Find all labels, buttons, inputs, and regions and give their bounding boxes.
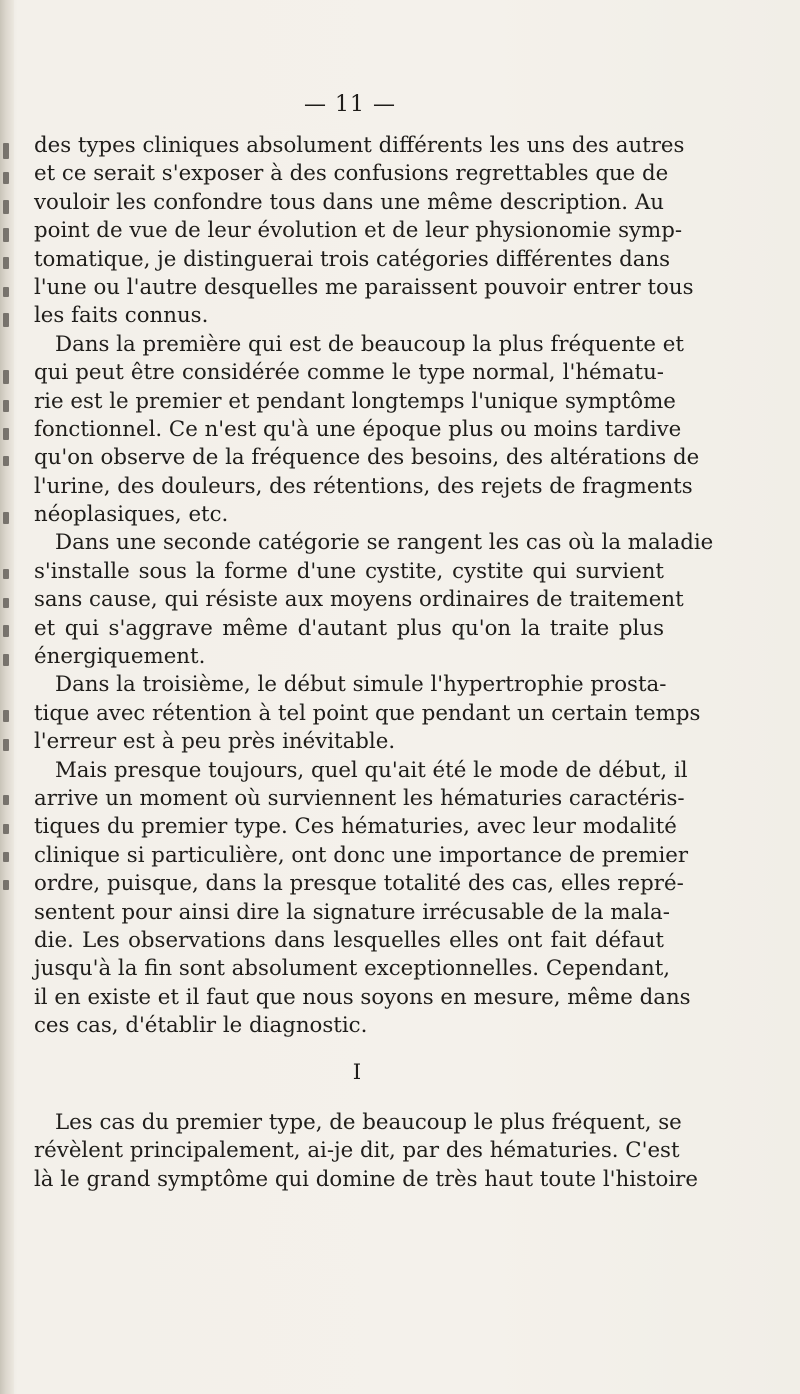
text-line: point de vue de leur évolution et de leur physionomie symp-	[34, 218, 683, 244]
text-line: l'urine, des douleurs, des rétentions, des rejets de fragments	[34, 473, 693, 499]
paragraph	[34, 132, 694, 331]
text-line: énergiquement.	[34, 644, 206, 670]
paragraph	[34, 1109, 698, 1194]
text-line: l'une ou l'autre desquelles me paraissent pouvoir entrer tous	[34, 274, 694, 300]
text-line: tomatique, je distinguerai trois catégories différentes dans	[34, 246, 671, 272]
gutter-ink-mark	[3, 880, 9, 890]
paragraph	[34, 331, 700, 530]
text-line: ces cas, d'établir le diagnostic.	[34, 1013, 368, 1039]
text-line: die. Les observations dans lesquelles elles ont fait défaut	[34, 927, 664, 953]
text-line: rie est le premier et pendant longtemps l'unique symptôme	[34, 388, 676, 414]
text-line: Les cas du premier type, de beaucoup le plus fréquent, se	[55, 1109, 682, 1135]
gutter-ink-mark	[3, 400, 9, 412]
text-line: sentent pour ainsi dire la signature irrécusable de la mala-	[34, 899, 670, 925]
text-line: Dans la première qui est de beaucoup la plus fréquente et	[55, 331, 684, 357]
text-line: là le grand symptôme qui domine de très haut toute l'histoire	[34, 1166, 698, 1192]
text-line: qui peut être considérée comme le type normal, l'hématu-	[34, 360, 664, 386]
text-line: qu'on observe de la fréquence des besoins, des altérations de	[34, 445, 700, 471]
gutter-ink-mark	[3, 172, 9, 184]
text-line: tiques du premier type. Ces hématuries, avec leur modalité	[34, 814, 677, 840]
gutter-ink-mark	[3, 228, 9, 242]
gutter-ink-mark	[3, 370, 9, 384]
gutter-ink-mark	[3, 569, 9, 579]
gutter-ink-mark	[3, 200, 9, 214]
gutter-ink-mark	[3, 456, 9, 466]
text-line: fonctionnel. Ce n'est qu'à une époque plus ou moins tardive	[34, 416, 682, 442]
page-number: — 11 —	[304, 92, 396, 117]
gutter-ink-mark	[3, 824, 9, 834]
gutter-ink-mark	[3, 598, 9, 608]
text-line: sans cause, qui résiste aux moyens ordinaires de traitement	[34, 587, 684, 613]
text-line: s'installe sous la forme d'une cystite, cystite qui survient	[34, 558, 664, 584]
gutter-ink-mark	[3, 512, 9, 524]
text-line: révèlent principalement, ai-je dit, par des hématuries. C'est	[34, 1138, 680, 1164]
gutter-ink-mark	[3, 313, 9, 327]
text-line: il en existe et il faut que nous soyons en mesure, même dans	[34, 984, 691, 1010]
text-line: jusqu'à la fin sont absolument exceptionnelles. Cependant,	[34, 956, 671, 982]
text-line: Dans la troisième, le début simule l'hypertrophie prosta-	[55, 672, 667, 698]
paragraph	[34, 757, 691, 1041]
gutter-ink-mark	[3, 287, 9, 297]
gutter-ink-mark	[3, 654, 9, 666]
gutter-ink-mark	[3, 143, 9, 159]
paragraph-list	[34, 132, 714, 1041]
gutter-ink-mark	[3, 257, 9, 269]
paragraph	[34, 529, 714, 671]
text-line: néoplasiques, etc.	[34, 502, 229, 528]
text-line: et qui s'aggrave même d'autant plus qu'on la traite plus	[34, 615, 664, 641]
text-line: vouloir les confondre tous dans une même description. Au	[34, 189, 664, 215]
body-text	[34, 132, 714, 1194]
final-paragraph	[34, 1109, 698, 1194]
gutter-ink-mark	[3, 710, 9, 722]
text-line: Dans une seconde catégorie se rangent les cas où la maladie	[55, 530, 714, 556]
text-line: Mais presque toujours, quel qu'ait été le mode de début, il	[55, 757, 688, 783]
gutter-ink-mark	[3, 625, 9, 637]
text-line: tique avec rétention à tel point que pendant un certain temps	[34, 700, 701, 726]
gutter-ink-mark	[3, 852, 9, 862]
paragraph	[34, 671, 701, 756]
text-line: arrive un moment où surviennent les hématuries caractéris-	[34, 785, 685, 811]
gutter-ink-mark	[3, 739, 9, 751]
text-line: les faits connus.	[34, 303, 209, 329]
section-numeral: I	[352, 1059, 362, 1085]
text-line: des types cliniques absolument différents les uns des autres	[34, 133, 685, 158]
text-line: l'erreur est à peu près inévitable.	[34, 729, 396, 755]
text-line: et ce serait s'exposer à des confusions regrettables que de	[34, 161, 669, 187]
gutter-ink-mark	[3, 795, 9, 805]
gutter-ink-mark	[3, 428, 9, 440]
page-binding-edge	[0, 0, 14, 1394]
text-line: clinique si particulière, ont donc une importance de premier	[34, 842, 689, 868]
text-line: ordre, puisque, dans la presque totalité des cas, elles repré-	[34, 871, 684, 897]
